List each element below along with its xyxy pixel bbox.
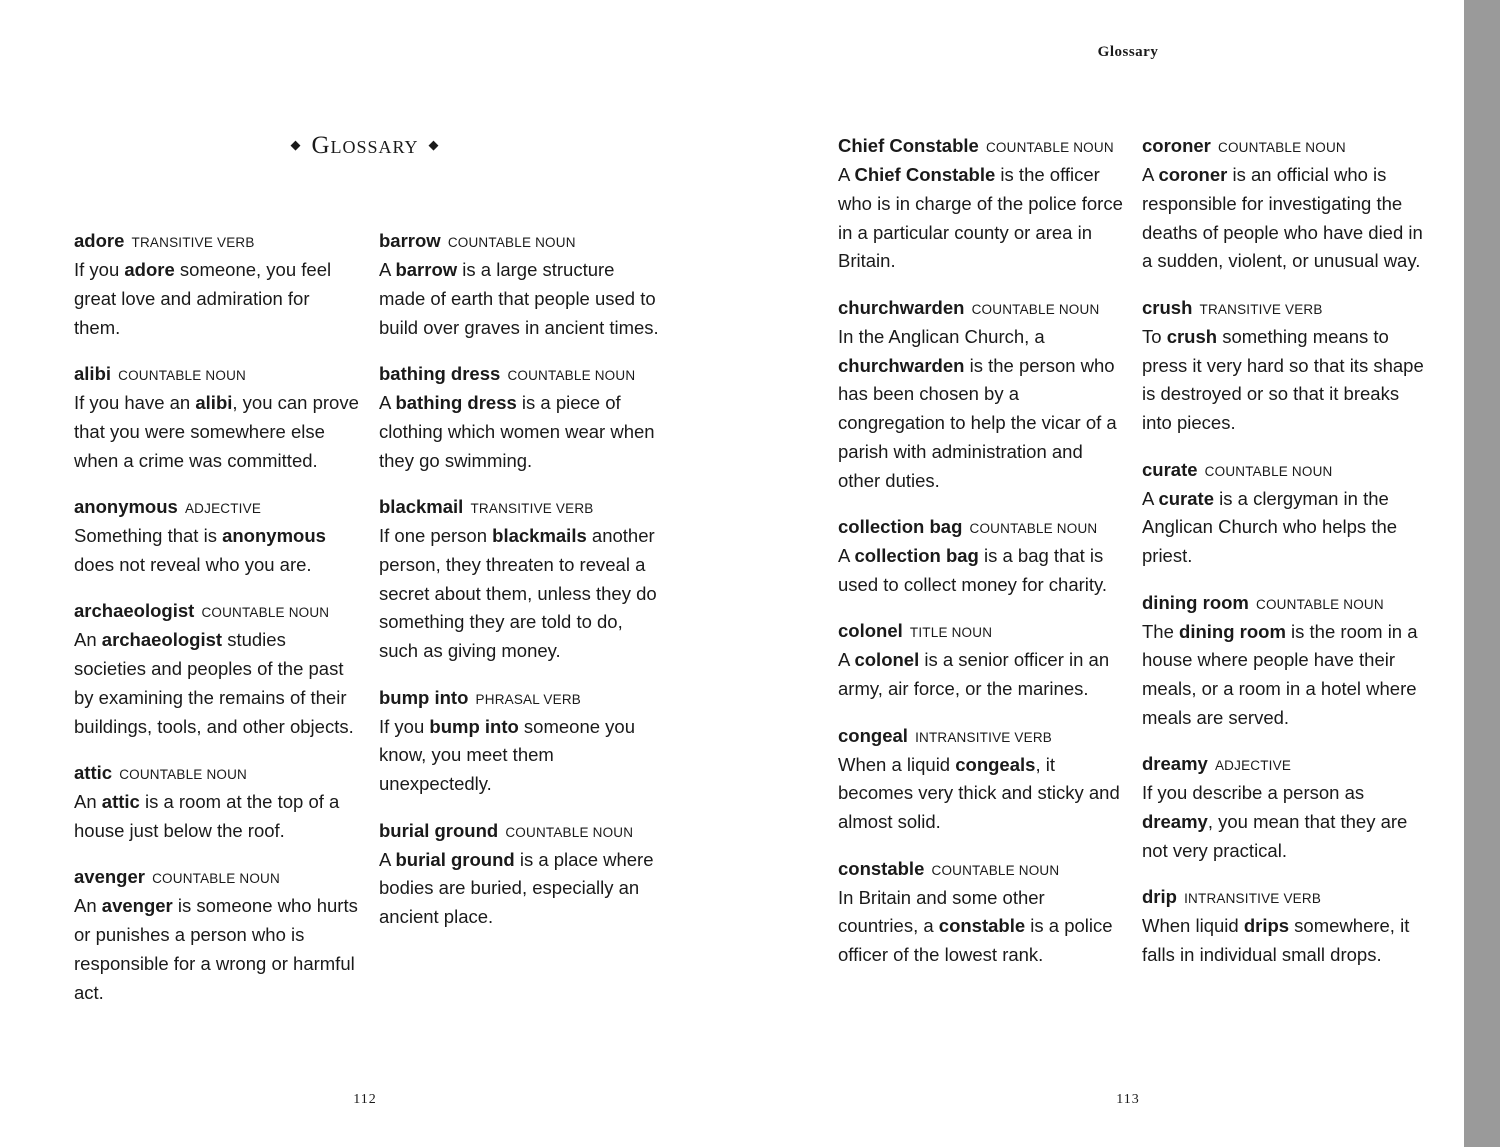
definition: [379, 713, 664, 799]
definition: [379, 389, 664, 475]
diamond-ornament-icon: ◆: [428, 137, 440, 152]
definition-text: In Britain and some other countries, a: [838, 886, 1045, 937]
part-of-speech: ADJECTIVE: [184, 500, 262, 516]
definition-text: , you mean that they are not very practical.: [1142, 811, 1408, 861]
glossary-entry: [838, 514, 1128, 600]
definition: [1142, 323, 1432, 438]
definition: [838, 161, 1128, 276]
part-of-speech: COUNTABLE NOUN: [507, 367, 636, 383]
definition-keyword: dreamy: [1142, 811, 1208, 833]
headword: drip: [1142, 886, 1177, 908]
definition-text: is a clergyman in the Anglican Church who helps the priest.: [1142, 487, 1398, 567]
headword: coroner: [1142, 135, 1211, 156]
definition-text: When a liquid: [838, 753, 956, 775]
definition: [74, 256, 359, 342]
entry-headword-line: [838, 856, 1128, 884]
headword: adore: [74, 230, 125, 251]
part-of-speech: COUNTABLE NOUN: [1256, 596, 1384, 612]
definition-keyword: curate: [1158, 487, 1214, 509]
definition-text: A: [379, 391, 396, 413]
definition-text: is the officer who is in charge of the police force in a particular county or area in Britain.: [838, 164, 1123, 272]
part-of-speech: COUNTABLE NOUN: [1218, 140, 1346, 155]
headword: collection bag: [838, 516, 963, 538]
entry-headword-line: [379, 818, 664, 846]
entry-headword-line: [74, 361, 359, 389]
definition-text: , you can prove that you were somewhere else when a crime was committed.: [74, 391, 359, 471]
definition: [379, 846, 664, 932]
glossary-entry: [1142, 133, 1432, 276]
definition: [1142, 618, 1432, 733]
definition-text: something means to press it very hard so that its shape is destroyed or so that it breaks into pieces.: [1142, 325, 1424, 434]
definition-text: The: [1142, 620, 1180, 642]
entry-headword-line: [838, 618, 1128, 646]
definition-text: A: [1142, 487, 1159, 509]
definition-text: is a police officer of the lowest rank.: [838, 915, 1113, 966]
glossary-entry: [74, 361, 359, 475]
part-of-speech: TRANSITIVE VERB: [1199, 301, 1323, 317]
part-of-speech: INTRANSITIVE VERB: [1184, 891, 1322, 907]
definition-text: is the person who has been chosen by a congregation to help the vicar of a parish with administration and other duties.: [838, 354, 1117, 491]
definition: [1142, 912, 1432, 970]
glossary-column-2: [379, 228, 664, 951]
definition-keyword: blackmails: [492, 524, 587, 546]
glossary-entry: [379, 685, 664, 799]
glossary-entry: [838, 133, 1128, 276]
definition-text: studies societies and peoples of the past by examining the remains of their buildings, tools, and other objects.: [74, 629, 354, 737]
page-number-right: 113: [1116, 1092, 1140, 1107]
definition: [838, 751, 1128, 837]
definition-text: is a large structure made of earth that people used to build over graves in ancient times.: [379, 259, 659, 338]
glossary-entry: [1142, 751, 1432, 865]
entry-headword-line: [379, 685, 664, 713]
definition-keyword: crush: [1166, 325, 1218, 347]
definition: [838, 542, 1128, 600]
part-of-speech: COUNTABLE NOUN: [201, 605, 330, 621]
glossary-entry: [74, 494, 359, 580]
headword: curate: [1142, 458, 1198, 480]
part-of-speech: INTRANSITIVE VERB: [915, 729, 1052, 745]
headword: bump into: [379, 686, 469, 708]
headword: churchwarden: [838, 296, 965, 318]
glossary-entry: [1142, 590, 1432, 733]
headword: burial ground: [379, 819, 499, 841]
page-title-text: Glossary: [311, 132, 419, 159]
entry-headword-line: [379, 228, 664, 256]
headword: dreamy: [1142, 753, 1208, 775]
glossary-entry: [838, 856, 1128, 970]
entry-headword-line: [838, 295, 1128, 323]
entry-headword-line: [838, 133, 1128, 161]
definition: [74, 626, 359, 741]
part-of-speech: TITLE NOUN: [909, 625, 993, 641]
part-of-speech: COUNTABLE NOUN: [505, 824, 634, 840]
definition-text: is the room in a house where people have their meals, or a room in a hotel where meals are served.: [1142, 620, 1418, 728]
definition-text: A: [379, 259, 396, 280]
definition-keyword: bathing dress: [395, 391, 517, 413]
definition-text: is a place where bodies are buried, especially an ancient place.: [379, 848, 654, 928]
headword: crush: [1142, 296, 1193, 318]
definition-text: another person, they threaten to reveal a secret about them, unless they do something they are told to do, such as giving money.: [379, 524, 657, 662]
definition: [74, 522, 359, 580]
page-edge-bar: [1464, 0, 1500, 1147]
glossary-column-4: [1142, 133, 1432, 989]
part-of-speech: COUNTABLE NOUN: [1204, 463, 1333, 479]
headword: constable: [838, 857, 925, 879]
part-of-speech: COUNTABLE NOUN: [971, 301, 1100, 317]
definition: [74, 389, 359, 475]
definition: [74, 892, 359, 1007]
entry-headword-line: [1142, 590, 1432, 618]
definition-keyword: adore: [124, 259, 175, 280]
entry-headword-line: [74, 864, 359, 892]
entry-headword-line: [74, 228, 359, 256]
glossary-entry: [838, 618, 1128, 704]
definition-text: is a senior officer in an army, air force, or the marines.: [838, 649, 1110, 700]
definition-keyword: attic: [101, 790, 140, 812]
entry-headword-line: [379, 494, 664, 522]
definition-keyword: coroner: [1158, 164, 1228, 185]
part-of-speech: COUNTABLE NOUN: [931, 862, 1060, 878]
entry-headword-line: [1142, 751, 1432, 779]
definition-text: In the Anglican Church, a: [838, 325, 1045, 347]
definition-text: , it becomes very thick and sticky and almost solid.: [838, 753, 1120, 833]
headword: colonel: [838, 620, 903, 642]
part-of-speech: COUNTABLE NOUN: [152, 871, 280, 887]
definition: [379, 522, 664, 666]
definition-keyword: anonymous: [222, 524, 326, 546]
headword: alibi: [74, 362, 112, 384]
definition: [74, 788, 359, 846]
definition-text: If you: [379, 715, 430, 737]
part-of-speech: TRANSITIVE VERB: [131, 235, 255, 250]
part-of-speech: COUNTABLE NOUN: [985, 140, 1114, 155]
glossary-entry: [838, 723, 1128, 837]
part-of-speech: COUNTABLE NOUN: [447, 235, 576, 250]
definition-text: If you: [74, 259, 125, 280]
diamond-ornament-icon: ◆: [290, 137, 302, 152]
entry-headword-line: [74, 760, 359, 788]
entry-headword-line: [379, 361, 664, 389]
definition-text: An: [74, 895, 102, 917]
entry-headword-line: [838, 514, 1128, 542]
glossary-entry: [74, 864, 359, 1007]
definition-keyword: archaeologist: [101, 629, 223, 651]
page-number-left: 112: [353, 1092, 377, 1107]
part-of-speech: COUNTABLE NOUN: [119, 766, 248, 782]
definition-keyword: constable: [938, 915, 1026, 937]
definition-keyword: dining room: [1179, 620, 1286, 642]
definition: [838, 884, 1128, 970]
definition-text: A: [1142, 164, 1159, 185]
part-of-speech: TRANSITIVE VERB: [470, 500, 594, 516]
glossary-entry: [74, 598, 359, 741]
entry-headword-line: [74, 598, 359, 626]
definition-text: is someone who hurts or punishes a person who is responsible for a wrong or harmful act.: [74, 895, 358, 1003]
definition-text: A: [838, 164, 855, 185]
headword: avenger: [74, 866, 145, 888]
definition-keyword: alibi: [195, 391, 233, 413]
entry-headword-line: [1142, 884, 1432, 912]
headword: anonymous: [74, 495, 178, 517]
part-of-speech: COUNTABLE NOUN: [118, 367, 246, 383]
definition-text: Something that is: [74, 524, 223, 546]
entry-headword-line: [838, 723, 1128, 751]
glossary-entry: [379, 494, 664, 666]
headword: attic: [74, 761, 113, 783]
definition-text: If you describe a person as: [1142, 782, 1365, 804]
headword: barrow: [379, 230, 441, 251]
definition-text: somewhere, it falls in individual small drops.: [1142, 915, 1410, 966]
definition-keyword: drips: [1243, 915, 1290, 937]
definition-text: A: [838, 649, 855, 671]
running-head: Glossary: [1097, 44, 1159, 60]
definition: [1142, 485, 1432, 571]
glossary-entry: [379, 361, 664, 475]
entry-headword-line: [1142, 133, 1432, 161]
definition-text: someone, you feel great love and admiration for them.: [74, 259, 332, 338]
definition-text: When liquid: [1142, 915, 1244, 937]
part-of-speech: PHRASAL VERB: [475, 691, 581, 707]
definition-keyword: colonel: [854, 649, 920, 671]
headword: blackmail: [379, 495, 464, 517]
part-of-speech: COUNTABLE NOUN: [969, 521, 1098, 537]
definition-text: An: [74, 629, 102, 651]
glossary-entry: [379, 818, 664, 932]
headword: archaeologist: [74, 600, 195, 622]
headword: Chief Constable: [838, 135, 979, 156]
glossary-entry: [838, 295, 1128, 496]
definition: [838, 323, 1128, 496]
definition-text: is a room at the top of a house just below the roof.: [74, 790, 340, 841]
definition-text: A: [838, 545, 855, 567]
headword: congeal: [838, 724, 908, 746]
entry-headword-line: [74, 494, 359, 522]
definition-text: A: [379, 848, 396, 870]
glossary-entry: [74, 228, 359, 342]
definition-text: someone you know, you meet them unexpectedly.: [379, 715, 636, 795]
definition-keyword: Chief Constable: [854, 164, 996, 185]
glossary-entry: [379, 228, 664, 342]
definition-keyword: collection bag: [854, 545, 979, 567]
page-title: [240, 132, 490, 160]
glossary-entry: [1142, 884, 1432, 970]
definition-text: is an official who is responsible for investigating the deaths of people who have died in a sudden, violent, or unusual way.: [1142, 164, 1423, 272]
definition-text: If you have an: [74, 391, 196, 413]
definition-keyword: burial ground: [395, 848, 515, 870]
definition-text: An: [74, 790, 102, 812]
headword: bathing dress: [379, 362, 501, 384]
part-of-speech: ADJECTIVE: [1214, 758, 1292, 774]
definition: [379, 256, 664, 342]
definition-text: is a piece of clothing which women wear when they go swimming.: [379, 391, 655, 471]
definition-keyword: avenger: [101, 895, 173, 917]
definition-text: If one person: [379, 524, 493, 546]
definition-text: To: [1142, 325, 1167, 347]
definition-keyword: barrow: [395, 259, 458, 280]
definition-keyword: congeals: [955, 753, 1036, 775]
entry-headword-line: [1142, 457, 1432, 485]
definition: [1142, 779, 1432, 865]
entry-headword-line: [1142, 295, 1432, 323]
glossary-entry: [1142, 295, 1432, 438]
definition-keyword: churchwarden: [838, 354, 965, 376]
definition: [838, 646, 1128, 704]
definition: [1142, 161, 1432, 276]
headword: dining room: [1142, 591, 1249, 613]
definition-text: is a bag that is used to collect money for charity.: [838, 545, 1108, 595]
glossary-column-1: [74, 228, 359, 1026]
glossary-entry: [74, 760, 359, 846]
glossary-column-3: [838, 133, 1128, 989]
glossary-entry: [1142, 457, 1432, 571]
definition-text: does not reveal who you are.: [74, 553, 312, 575]
definition-keyword: bump into: [429, 715, 519, 737]
